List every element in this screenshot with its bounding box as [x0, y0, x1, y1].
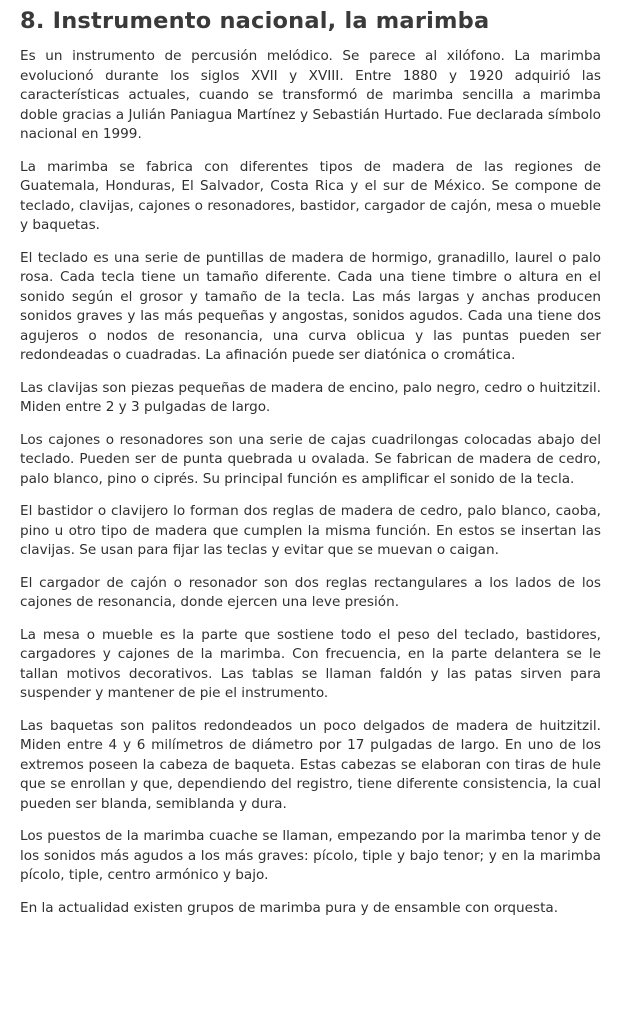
paragraph-keyboard: El teclado es una serie de puntillas de madera de hormigo, granadillo, laurel o palo rosa. Cada tecla tiene un tamaño diferente. Cada una tiene timbre o altura en el sonido según el grosor y tamaño de la tecla. Las más largas y anchas producen sonidos graves y las más pequeñas y angostas, sonidos agudos. Cada una tiene dos agujeros o nodos de resonancia, una curva oblicua y las puntas pueden ser redondeadas o cuadradas. La afinación puede ser diatónica o cromática. — [20, 249, 601, 363]
paragraph-fabrication: La marimba se fabrica con diferentes tipos de madera de las regiones de Guatemala, Honduras, El Salvador, Costa Rica y el sur de México. Se compone de teclado, clavijas, cajones o resonadores, bastidor, cargador de cajón, mesa o mueble y baquetas. — [20, 158, 601, 233]
paragraph-table: La mesa o mueble es la parte que sostiene todo el peso del teclado, bastidores, cargadores y cajones de la marimba. Con frecuencia, en la parte delantera se le tallan motivos decorativos. Las tablas se llaman faldón y las patas sirven para suspender y mantener de pie el instrumento. — [20, 626, 601, 701]
paragraph-frame: El bastidor o clavijero lo forman dos reglas de madera de cedro, palo blanco, caoba, pino u otro tipo de madera que cumplen la misma función. En estos se insertan las clavijas. Se usan para fijar las teclas y evitar que se muevan o caigan. — [20, 503, 601, 558]
paragraph-mallets: Las baquetas son palitos redondeados un poco delgados de madera de huitzitzil. Miden entre 4 y 6 milímetros de diámetro por 17 pulgadas de largo. En uno de los extremos poseen la cabeza de baqueta. Estas cabezas se elaboran con tiras de hule que se enrollan y que, dependiendo del registro, tiene diferente consistencia, la cual pueden ser blanda, semiblanda y dura. — [20, 717, 601, 812]
paragraph-resonator-holder: El cargador de cajón o resonador son dos reglas rectangulares a los lados de los cajones de resonancia, donde ejercen una leve presión. — [20, 574, 601, 610]
paragraph-positions: Los puestos de la marimba cuache se llaman, empezando por la marimba tenor y de los sonidos más agudos a los más graves: pícolo, tiple y bajo tenor; y en la marimba pícolo, tiple, centro armónico y bajo. — [20, 828, 601, 883]
paragraph-intro: Es un instrumento de percusión melódico. Se parece al xilófono. La marimba evolucionó durante los siglos XVII y XVIII. Entre 1880 y 1920 adquirió las características actuales, cuando se transformó de marimba sencilla a marimba doble gracias a Julián Paniagua Martínez y Sebastián Hurtado. Fue declarada símbolo nacional en 1999. — [20, 48, 601, 142]
paragraph-pegs: Las clavijas son piezas pequeñas de madera de encino, palo negro, cedro o huitzitzil. Miden entre 2 y 3 pulgadas de largo. — [20, 379, 601, 415]
page-title: 8. Instrumento nacional, la marimba — [20, 8, 490, 34]
paragraph-ensembles: En la actualidad existen grupos de marimba pura y de ensamble con orquesta. — [20, 899, 559, 916]
paragraph-resonators: Los cajones o resonadores son una serie de cajas cuadrilongas colocadas abajo del teclado. Pueden ser de punta quebrada u ovalada. Se fabrican de madera de cedro, palo blanco, pino o ciprés. Su principal función es amplificar el sonido de la tecla. — [20, 431, 601, 487]
